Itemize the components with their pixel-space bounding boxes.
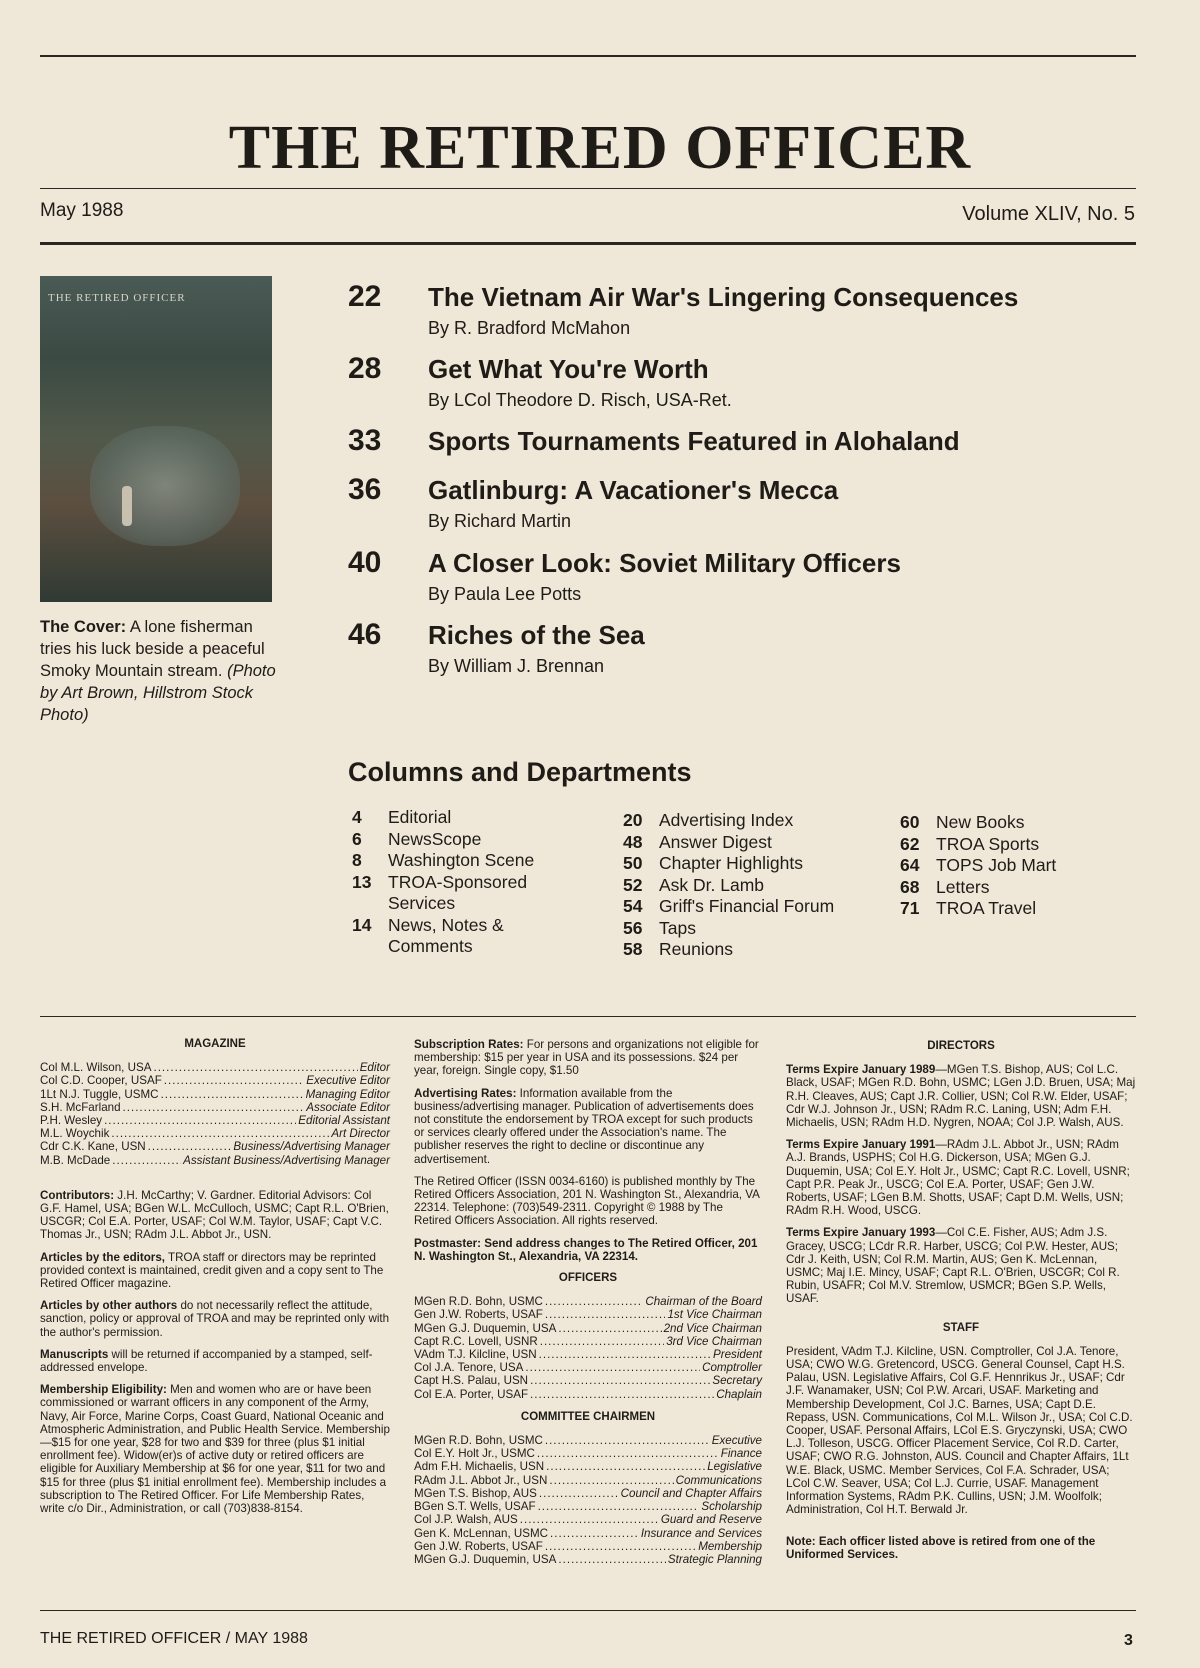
feature-page: 36: [348, 473, 382, 506]
cover-thumb-title: THE RETIRED OFFICER: [48, 292, 186, 304]
columns-heading: Columns and Departments: [348, 757, 692, 787]
column-name: Ask Dr. Lamb: [659, 874, 765, 895]
column-name: Chapter Highlights: [659, 853, 803, 873]
section-rule: [40, 1016, 1136, 1017]
column-name: Reunions: [659, 939, 733, 959]
top-rule: [40, 55, 1136, 57]
feature-title: Riches of the Sea: [428, 620, 645, 650]
column-page: 68: [900, 876, 920, 897]
directors-heading: DIRECTORS: [927, 1040, 995, 1052]
postmaster-notice: Postmaster: Send address changes to The Retired Officer, 201 N. Washington St., Alexandria, VA 22314.: [414, 1236, 758, 1263]
column-name: Taps: [659, 917, 696, 938]
officer-row: MGen G.J. Duquemin, USA ..... 2nd Vice Chairman: [414, 1322, 762, 1335]
header-rule: [40, 242, 1136, 245]
columns-list-2: [623, 810, 883, 961]
feature-page: 28: [348, 352, 382, 385]
committee-row: Gen J.W. Roberts, USAF ..... Membership: [414, 1540, 762, 1553]
column-item[interactable]: [352, 872, 538, 915]
feature-byline: By Paula Lee Potts: [428, 584, 582, 604]
staff-text: President, VAdm T.J. Kilcline, USN. Comptroller, Col J.A. Tenore, USA; CWO W.G. Gretencord, USCG. General Counsel, Capt H.S. Palau, USN. Legislative Affairs, Col G.F. Hennrikus Jr., USAF; Cdr J.F. Wanamaker, USN; Col P.W. Arcari, USAF. Marketing and Membership Development, Col J.C. Barnes, USA; Capt D.E. Repass, USN. Communications, Col M.L. Wilson Jr., USA; Col C.D. Cooper, USAF. Personal Affairs, LCol E.S. Gryczynski, USA; CWO L.J. Tolleson, USCG. Officer Placement Service, Col R.D. Carter, USAF; CWO R.G. Johnston, AUS. Council and Chapter Affairs, 1Lt W.E. Black, USMC. Member Services, Col F.A. Schrader, USA; LCol C.W. Seaver, USA; Col L.J. Currie, USAF. Management Information Systems, RAdm P.K. Cullins, USN; J.M. Woolfolk; Administration, Col H.T. Berwald Jr.: [786, 1344, 1133, 1517]
column-item[interactable]: [352, 829, 582, 851]
committee-row: RAdm J.L. Abbot Jr., USN ..... Communications: [414, 1474, 762, 1487]
feature-page: 33: [348, 424, 382, 457]
column-page: 50: [623, 853, 643, 873]
column-item[interactable]: [623, 896, 883, 918]
committee-row: MGen G.J. Duquemin, USA ..... Strategic Planning: [414, 1553, 762, 1566]
officer-row: Col J.A. Tenore, USA ..... Comptroller: [414, 1361, 762, 1374]
column-page: 64: [900, 855, 920, 875]
staff-row: 1Lt N.J. Tuggle, USMC ..... Managing Editor: [40, 1088, 390, 1101]
column-page: 60: [900, 812, 920, 832]
column-page: 58: [623, 939, 643, 959]
directors-term: Terms Expire January 1989—MGen T.S. Bishop, AUS; Col L.C. Black, USAF; MGen R.D. Bohn, USMC; LGen J.D. Bruen, USA; Maj R.H. Cleaves, AUS; Capt J.R. Collier, USN; Col R.W. Elder, USAF; Cdr W.J. Johnson Jr., USN; RAdm R.C. Laning, USN; Adm F.H. Michaelis, USN; RAdm H.D. Nygren, NOAA; Col J.P. Walsh, AUS.: [786, 1063, 1136, 1130]
page-number: 3: [1124, 1632, 1133, 1649]
magazine-heading: MAGAZINE: [184, 1038, 246, 1050]
cover-caption-credit: (Photo by Art Brown, Hillstrom Stock Photo): [40, 662, 276, 724]
issue-volume: Volume XLIV, No. 5: [962, 203, 1135, 225]
column-page: 48: [623, 831, 643, 852]
committee-row: MGen T.S. Bishop, AUS ..... Council and Chapter Affairs: [414, 1487, 762, 1500]
middle-paragraph: Subscription Rates: For persons and organizations not eligible for membership: $15 per year in USA and its possessions. $24 per year, foreign. Single copy, $1.50: [414, 1038, 759, 1078]
middle-paragraph: Advertising Rates: Information available from the business/advertising manager. Publication of advertisements does not constitute the endorsement by TROA except for such products or services clearly offered under the Association's name. The publisher reserves the right to decline or discontinue any advertisement.: [414, 1086, 754, 1166]
cover-image: [40, 276, 272, 602]
directors-column: [786, 1040, 1136, 1570]
officer-row: Col E.A. Porter, USAF ..... Chaplain: [414, 1388, 762, 1401]
column-name: New Books: [936, 812, 1025, 832]
feature-title: Get What You're Worth: [428, 354, 709, 384]
column-page: 6: [352, 828, 362, 849]
column-item[interactable]: [900, 834, 1100, 856]
column-name: Editorial: [388, 807, 452, 827]
committee-row: Col J.P. Walsh, AUS ..... Guard and Reserve: [414, 1513, 762, 1526]
magazine-column: [40, 1038, 390, 1524]
column-page: 71: [900, 898, 920, 918]
committee-row: Gen K. McLennan, USMC ..... Insurance and Services: [414, 1527, 762, 1540]
column-item[interactable]: [623, 832, 883, 854]
column-page: 52: [623, 874, 643, 895]
cover-caption-text: A lone fisherman tries his luck beside a peaceful Smoky Mountain stream.: [40, 618, 265, 680]
magazine-paragraph: Articles by other authors do not necessarily reflect the attitude, sanction, policy or approval of TROA and may be reprinted only with the author's permission.: [40, 1299, 390, 1339]
column-page: 62: [900, 833, 920, 854]
staff-row: M.B. McDade ..... Assistant Business/Advertising Manager: [40, 1154, 390, 1167]
column-item[interactable]: [900, 898, 1100, 920]
magazine-paragraph: Contributors: J.H. McCarthy; V. Gardner. Editorial Advisors: Col G.F. Hamel, USA; BGen W.L. McCulloch, USMC; Capt R.L. O'Brien, USCGR; Col E.A. Porter, USAF; Col W.M. Taylor, USAF; Capt V.C. Thomas Jr., USN; RAdm J.L. Abbot Jr., USN.: [40, 1188, 389, 1242]
column-item[interactable]: [352, 915, 538, 958]
column-item[interactable]: [623, 939, 883, 961]
staff-row: M.L. Woychik ..... Art Director: [40, 1127, 390, 1140]
feature-title: The Vietnam Air War's Lingering Consequences: [428, 282, 1019, 312]
staff-row: P.H. Wesley ..... Editorial Assistant: [40, 1114, 390, 1127]
column-item[interactable]: [623, 875, 883, 897]
column-name: News, Notes & Comments: [388, 914, 504, 956]
directors-term: Terms Expire January 1991—RAdm J.L. Abbot Jr., USN; RAdm A.J. Brands, USPHS; Col H.G. Dickerson, USA; MGen G.J. Duquemin, USA; Col E.Y. Holt Jr., USMC; Capt R.C. Lovell, USNR; Capt P.R. Peak Jr., USCG; Col E.A. Porter, USAF; Gen J.W. Roberts, USAF; LGen B.M. Shotts, USAF; Capt D.M. Wells, USN; RAdm R.H. Wood, USCG.: [786, 1138, 1130, 1218]
staff-row: Col C.D. Cooper, USAF ..... Executive Editor: [40, 1074, 390, 1087]
column-name: Letters: [936, 876, 990, 897]
middle-paragraph: The Retired Officer (ISSN 0034-6160) is published monthly by The Retired Officers Association, 201 N. Washington St., Alexandria, VA 22314. Telephone: (703)549-2311. Copyright © 1988 by The Retired Officers Association. All rights reserved.: [414, 1174, 760, 1228]
feature-title: Sports Tournaments Featured in Alohaland: [428, 426, 960, 456]
committee-row: MGen R.D. Bohn, USMC ..... Executive: [414, 1434, 762, 1447]
feature-title: A Closer Look: Soviet Military Officers: [428, 548, 901, 578]
feature-byline: By LCol Theodore D. Risch, USA-Ret.: [428, 390, 732, 410]
masthead-rule: [40, 188, 1136, 189]
committee-row: Col E.Y. Holt Jr., USMC ..... Finance: [414, 1447, 762, 1460]
footer-title: THE RETIRED OFFICER / MAY 1988: [40, 1630, 308, 1647]
column-name: TROA Sports: [936, 833, 1040, 854]
feature-byline: By William J. Brennan: [428, 656, 605, 676]
column-page: 54: [623, 896, 643, 916]
feature-page: 22: [348, 280, 382, 313]
feature-page: 46: [348, 618, 382, 651]
retired-note: Note: Each officer listed above is retired from one of the Uniformed Services.: [786, 1534, 1096, 1561]
column-item[interactable]: [352, 807, 582, 829]
column-item[interactable]: [900, 877, 1100, 899]
column-item[interactable]: [623, 918, 883, 940]
column-name: NewsScope: [388, 828, 482, 849]
committee-row: BGen S.T. Wells, USAF ..... Scholarship: [414, 1500, 762, 1513]
feature-byline: By R. Bradford McMahon: [428, 318, 631, 338]
column-item[interactable]: [352, 850, 582, 872]
staff-heading: STAFF: [942, 1321, 980, 1334]
column-name: Griff's Financial Forum: [659, 896, 835, 916]
column-name: TOPS Job Mart: [936, 855, 1057, 875]
column-item[interactable]: [623, 853, 883, 875]
columns-list-1: [352, 807, 582, 958]
column-item[interactable]: [900, 812, 1100, 834]
committee-heading: COMMITTEE CHAIRMEN: [520, 1410, 656, 1423]
officer-row: Gen J.W. Roberts, USAF ..... 1st Vice Chairman: [414, 1308, 762, 1321]
column-name: Advertising Index: [659, 810, 794, 830]
column-page: 14: [352, 914, 372, 935]
cover-caption-label: The Cover:: [40, 618, 127, 636]
magazine-paragraph: Articles by the editors, TROA staff or directors may be reprinted provided context is maintained, credit given and a copy sent to The Retired Officer magazine.: [40, 1250, 384, 1291]
staff-row: Cdr C.K. Kane, USN ..... Business/Advertising Manager: [40, 1140, 390, 1153]
column-name: Answer Digest: [659, 831, 772, 852]
column-name: Washington Scene: [388, 850, 535, 870]
column-page: 56: [623, 917, 643, 938]
columns-list-3: [900, 812, 1100, 920]
officer-row: Capt R.C. Lovell, USNR ..... 3rd Vice Chairman: [414, 1335, 762, 1348]
footer-rule: [40, 1610, 1136, 1611]
feature-byline: By Richard Martin: [428, 511, 572, 531]
officer-row: VAdm T.J. Kilcline, USN ..... President: [414, 1348, 762, 1361]
committee-row: Adm F.H. Michaelis, USN ..... Legislative: [414, 1460, 762, 1473]
officer-row: MGen R.D. Bohn, USMC ..... Chairman of the Board: [414, 1295, 762, 1308]
magazine-paragraph: Membership Eligibility: Men and women who are or have been commissioned or warrant officers in any component of the Army, Navy, Air Force, Marine Corps, Coast Guard, National Oceanic and Atmospheric Administration, and Public Health Service. Membership—$15 for one year, $28 for two and $39 for three (plus $1 initial enrollment fee). Widow(er)s of active duty or retired officers are eligible for Auxiliary Membership at $6 for one year, $11 for two and $15 for three (plus $1 initial enrollment fee). Membership includes a subscription to The Retired Officer. For Life Membership Rates, write c/o Dir., Administration, or call (703)838-8154.: [40, 1383, 390, 1516]
issue-date: May 1988: [40, 200, 124, 221]
feature-title: Gatlinburg: A Vacationer's Mecca: [428, 475, 839, 505]
column-page: 13: [352, 871, 372, 892]
cover-stream: [90, 426, 240, 546]
staff-row: Col M.L. Wilson, USA ..... Editor: [40, 1061, 390, 1074]
column-page: 4: [352, 807, 362, 827]
cover-fisherman: [122, 486, 132, 526]
masthead-title: THE RETIRED OFFICER: [228, 114, 972, 182]
column-page: 20: [623, 810, 643, 830]
cover-caption: [40, 616, 280, 726]
column-item[interactable]: [900, 855, 1100, 877]
column-name: TROA Travel: [936, 898, 1037, 918]
staff-row: S.H. McFarland ..... Associate Editor: [40, 1101, 390, 1114]
column-name: TROA-Sponsored Services: [388, 871, 528, 913]
officer-row: Capt H.S. Palau, USN ..... Secretary: [414, 1374, 762, 1387]
middle-column: [414, 1038, 762, 1566]
directors-term: Terms Expire January 1993—Col C.E. Fisher, AUS; Adm J.S. Gracey, USCG; LCdr R.R. Harber, USCG; Col P.W. Hester, AUS; Cdr J. Keith, USN; Col R.M. Martin, AUS; Gen K. McLennan, USMC; Maj I.E. Mincy, USAF; Capt R.L. O'Brien, USCGR; Col R. Rubin, USAFR; Col M.V. Stremlow, USMCR; BGen S.P. Wells, USAF.: [786, 1226, 1120, 1306]
column-item[interactable]: [623, 810, 883, 832]
magazine-paragraph: Manuscripts will be returned if accompanied by a stamped, self-addressed envelope.: [40, 1347, 373, 1375]
feature-page: 40: [348, 546, 382, 579]
officers-heading: OFFICERS: [558, 1272, 618, 1285]
column-page: 8: [352, 850, 362, 870]
